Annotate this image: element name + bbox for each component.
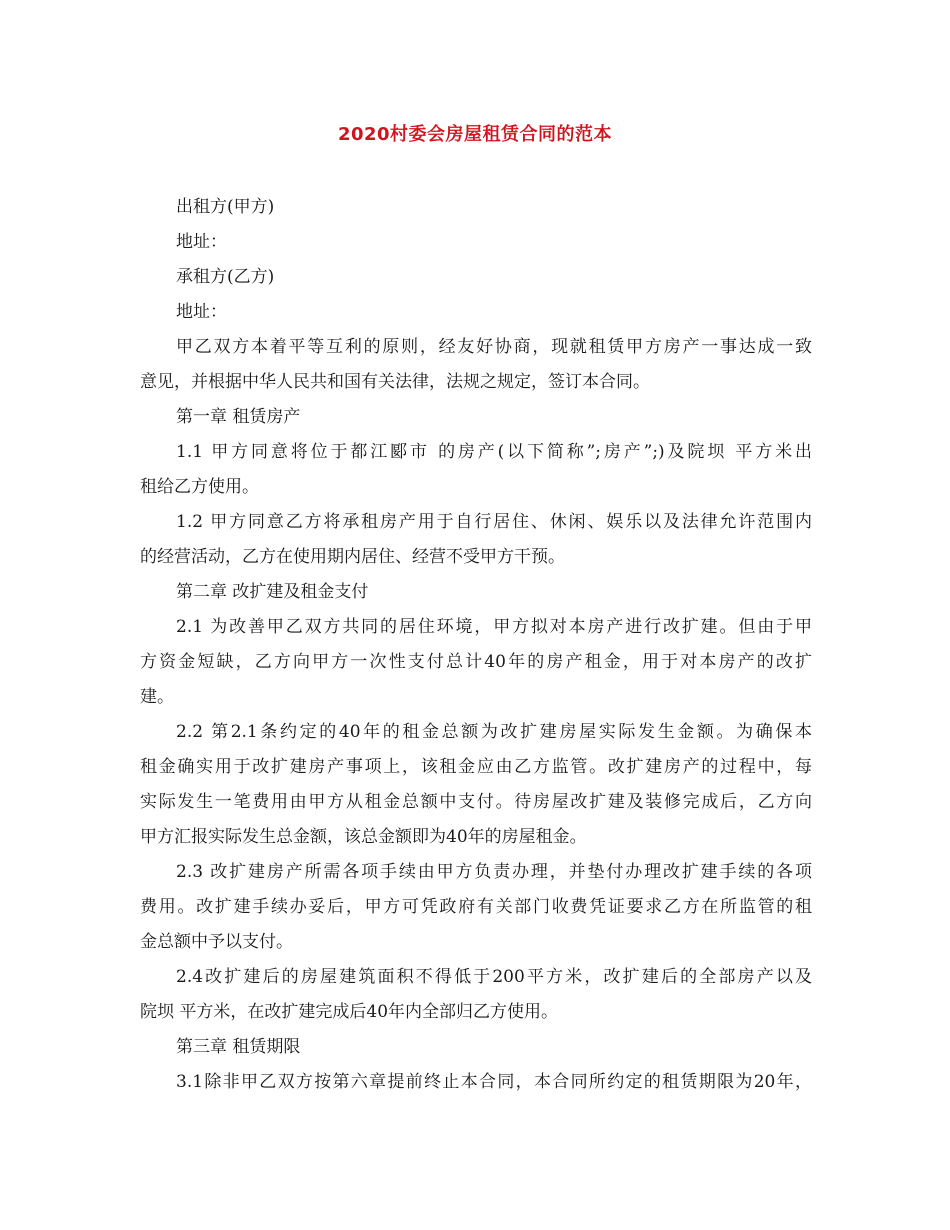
text-line: 地址： — [176, 232, 227, 252]
text-line: 地址： — [176, 302, 227, 322]
text-line: 建。 — [140, 687, 174, 707]
text-line: 出租方(甲方) — [176, 197, 275, 217]
text-line: 甲乙双方本着平等互利的原则，经友好协商，现就租赁甲方房产一事达成一致 — [176, 337, 812, 357]
document-body — [140, 190, 812, 1100]
text-line: 1.2 甲方同意乙方将承租房产用于自行居住、休闲、娱乐以及法律允许范围内 — [176, 512, 812, 532]
text-line: 的经营活动，乙方在使用期内居住、经营不受甲方干预。 — [140, 547, 565, 567]
text-line: 意见，并根据中华人民共和国有关法律，法规之规定，签订本合同。 — [140, 372, 650, 392]
text-line: 2.4改扩建后的房屋建筑面积不得低于200平方米，改扩建后的全部房产以及 — [176, 967, 812, 987]
text-line: 第二章 改扩建及租金支付 — [176, 582, 369, 602]
text-line: 3.1除非甲乙双方按第六章提前终止本合同，本合同所约定的租赁期限为20年， — [176, 1072, 812, 1092]
text-line: 金总额中予以支付。 — [140, 932, 293, 952]
document-title: 2020村委会房屋租赁合同的范本 — [337, 124, 613, 145]
text-line: 第三章 租赁期限 — [176, 1037, 301, 1057]
text-line: 2.1 为改善甲乙双方共同的居住环境，甲方拟对本房产进行改扩建。但由于甲 — [176, 617, 812, 637]
text-line: 承租方(乙方) — [176, 267, 275, 287]
text-line: 租给乙方使用。 — [140, 477, 259, 497]
text-line: 院坝 平方米，在改扩建完成后40年内全部归乙方使用。 — [140, 1002, 559, 1022]
text-line: 方资金短缺，乙方向甲方一次性支付总计40年的房产租金，用于对本房产的改扩 — [140, 652, 812, 672]
text-line: 2.2 第2.1条约定的40年的租金总额为改扩建房屋实际发生金额。为确保本 — [176, 722, 812, 742]
text-line: 租金确实用于改扩建房产事项上，该租金应由乙方监管。改扩建房产的过程中，每 — [140, 757, 812, 777]
text-line: 第一章 租赁房产 — [176, 407, 301, 427]
text-line: 1.1 甲方同意将位于都江郾市 的房产(以下简称”;房产”;)及院坝 平方米出 — [176, 442, 812, 462]
text-line: 费用。改扩建手续办妥后，甲方可凭政府有关部门收费凭证要求乙方在所监管的租 — [140, 897, 812, 917]
text-line: 实际发生一笔费用由甲方从租金总额中支付。待房屋改扩建及装修完成后，乙方向 — [140, 792, 812, 812]
text-line: 2.3 改扩建房产所需各项手续由甲方负责办理，并垫付办理改扩建手续的各项 — [176, 862, 812, 882]
text-line: 甲方汇报实际发生总金额，该总金额即为40年的房屋租金。 — [140, 827, 587, 847]
